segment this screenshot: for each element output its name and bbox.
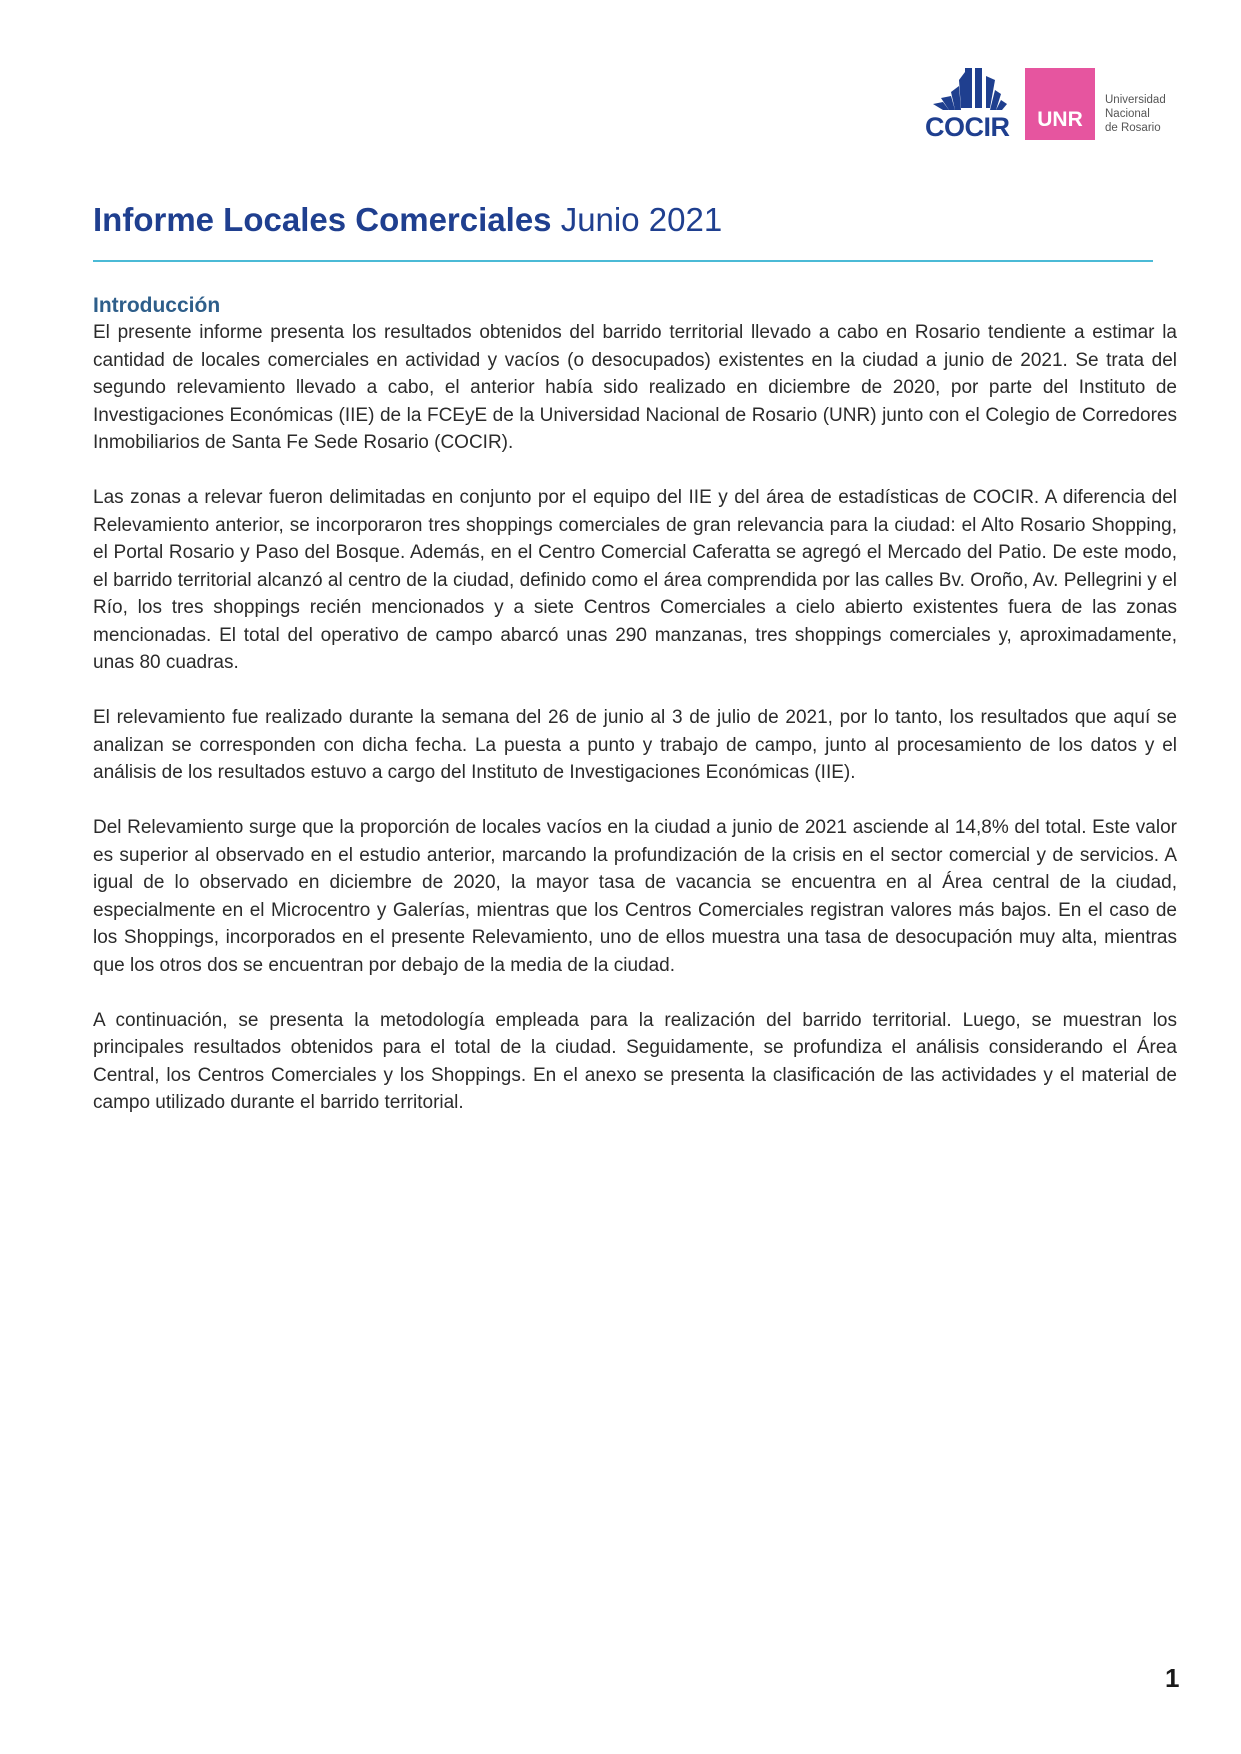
paragraph: Del Relevamiento surge que la proporción de locales vacíos en la ciudad a junio de 2021 asciende al 14,8% del total. Este valor es superior al observado en el estudio anterior, marcando la profundización de la crisis en el sector comercial y de servicios. A igual de lo observado en diciembre de 2020, la mayor tasa de vacancia se encuentra en al Área central de la ciudad, especialmente en el Microcentro y Galerías, mientras que los Centros Comerciales registran valores más bajos. En el caso de los Shoppings, incorporados en el presente Relevamiento, uno de ellos muestra una tasa de desocupación muy alta, mientras que los otros dos se encuentran por debajo de la media de la ciudad. — [93, 817, 1177, 976]
unr-logo — [1025, 68, 1095, 140]
paragraph: Las zonas a relevar fueron delimitadas en conjunto por el equipo del IIE y del área de estadísticas de COCIR. A diferencia del Relevamiento anterior, se incorporaron tres shoppings comerciales de gran relevancia para la ciudad: el Alto Rosario Shopping, el Portal Rosario y Paso del Bosque. Además, en el Centro Comercial Caferatta se agregó el Mercado del Patio. De este modo, el barrido territorial alcanzó al centro de la ciudad, definido como el área comprendida por las calles Bv. Oroño, Av. Pellegrini y el Río, los tres shoppings recién mencionados y a siete Centros Comerciales a cielo abierto existentes fuera de las zonas mencionadas. El total del operativo de campo abarcó unas 290 manzanas, tres shoppings comerciales y, aproximadamente, unas 80 cuadras. — [93, 487, 1177, 673]
cocir-logo — [925, 66, 1010, 142]
intro-section — [93, 293, 1177, 1144]
page-title-bold: Informe Locales Comerciales — [93, 201, 552, 238]
page-title-date: Junio 2021 — [560, 201, 723, 238]
cocir-emblem-icon — [925, 66, 1007, 116]
unr-logo-text: UNR — [1037, 108, 1083, 131]
cocir-logo-text: COCIR — [925, 112, 1010, 142]
unr-caption-line: Universidad — [1105, 94, 1166, 106]
page-title — [93, 199, 722, 241]
unr-caption — [1105, 93, 1235, 135]
unr-caption-line: Nacional — [1105, 108, 1150, 120]
paragraph: A continuación, se presenta la metodología empleada para la realización del barrido territorial. Luego, se muestran los principales resultados obtenidos para el total de la ciudad. Seguidamente, se profundiza el análisis considerando el Área Central, los Centros Comerciales y los Shoppings. En el anexo se presenta la clasificación de las actividades y el material de campo utilizado durante el barrido territorial. — [93, 1009, 1177, 1113]
page-number: 1 — [1165, 1663, 1180, 1693]
section-heading: Introducción — [93, 294, 221, 317]
unr-caption-line: de Rosario — [1105, 122, 1161, 134]
title-divider — [93, 260, 1153, 262]
paragraph: El relevamiento fue realizado durante la semana del 26 de junio al 3 de julio de 2021, por lo tanto, los resultados que aquí se analizan se corresponden con dicha fecha. La puesta a punto y trabajo de campo, junto al procesamiento de los datos y el análisis de los resultados estuvo a cargo del Instituto de Investigaciones Económicas (IIE). — [93, 707, 1177, 783]
paragraph: El presente informe presenta los resultados obtenidos del barrido territorial llevado a cabo en Rosario tendiente a estimar la cantidad de locales comerciales en actividad y vacíos (o desocupados) existentes en la ciudad a junio de 2021. Se trata del segundo relevamiento llevado a cabo, el anterior había sido realizado en diciembre de 2020, por parte del Instituto de Investigaciones Económicas (IIE) de la FCEyE de la Universidad Nacional de Rosario (UNR) junto con el Colegio de Corredores Inmobiliarios de Santa Fe Sede Rosario (COCIR). — [93, 322, 1177, 453]
